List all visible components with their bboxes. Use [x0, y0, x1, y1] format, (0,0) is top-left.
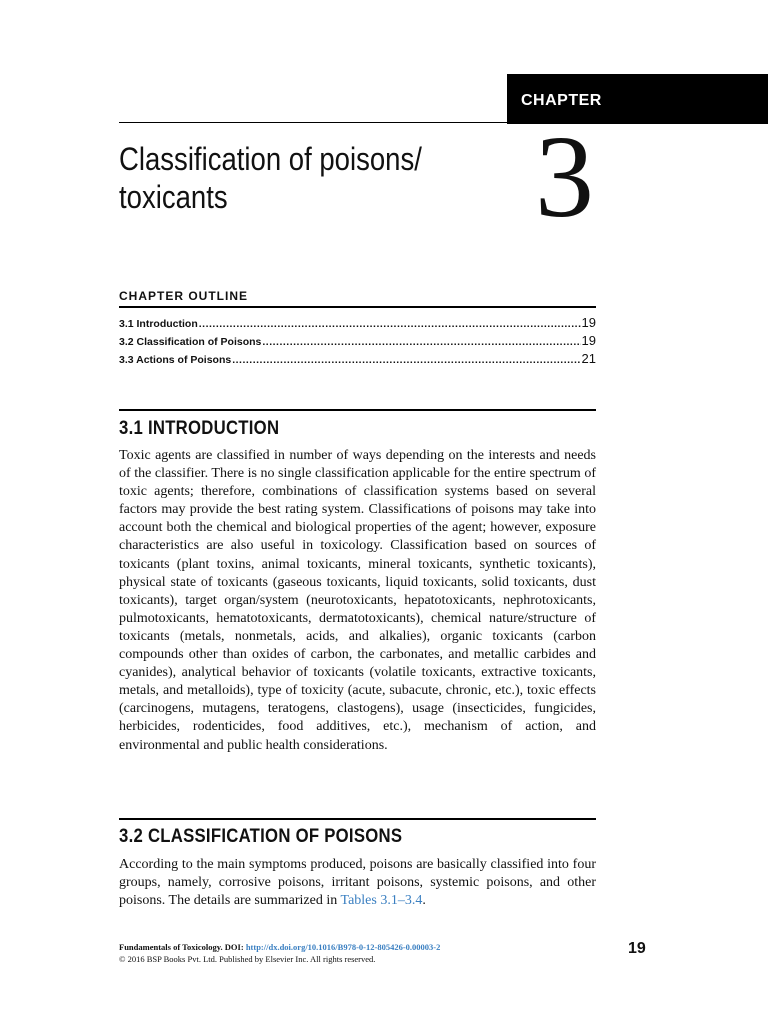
section-2-text-end: .: [422, 893, 426, 909]
toc-entry-introduction[interactable]: [119, 315, 596, 333]
footer-copyright: © 2016 BSP Books Pvt. Ltd. Published by Elsevier Inc. All rights reserved.: [119, 954, 376, 964]
toc-entry-page: 19: [581, 333, 596, 348]
chapter-outline-heading: CHAPTER OUTLINE: [119, 289, 248, 303]
page-footer: [119, 941, 539, 965]
toc-entry-label: 3.2 Classification of Poisons: [119, 336, 262, 348]
footer-book-title: Fundamentals of Toxicology. DOI:: [119, 942, 246, 952]
section-2-paragraph: [119, 856, 596, 910]
toc-leader-dots: [232, 354, 580, 366]
chapter-number: 3: [535, 111, 594, 242]
toc-entry-classification[interactable]: [119, 333, 596, 351]
section-1-paragraph: Toxic agents are classified in number of ways depending on the interests and needs of the classifier. There is no single classification applicable for the entire spectrum of toxic agents; therefore, combinations of classification systems based on several factors may provide the best rating system. Classifications of poisons may take into account both the chemical and biological properties of the agent; however, exposure characteristics are also useful in toxicology. Classification based on sources of toxicants (plant toxins, animal toxicants, mineral toxicants, synthetic toxicants), physical state of toxicants (gaseous toxicants, liquid toxicants, solid toxicants, dust toxicants), target organ/system (neurotoxicants, hepatotoxicants, nephrotoxicants, pulmotoxicants, hematotoxicants, dermatotoxicants), chemical nature/structure of toxicants (metals, nonmetals, acids, and alkalies), organic toxicants (carbon compounds other than oxides of carbon, the carbonates, and metallic carbides and cyanides), analytical behavior of toxicants (volatile toxicants, extractive toxicants, metals, and metalloids), type of toxicity (acute, subacute, chronic, etc.), toxic effects (carcinogens, mutagens, teratogens, clastogens), usage (insecticides, fungicides, herbicides, rodenticides, food additives, etc.), mechanism of action, and environmental and public health considerations.: [119, 448, 596, 753]
toc-entry-actions[interactable]: [119, 351, 596, 369]
section-2-text: According to the main symptoms produced, poisons are basically classified into four groups, namely, corrosive poisons, irritant poisons, systemic poisons, and other poisons. The details are summarized in: [119, 857, 596, 909]
outline-rule: [119, 306, 596, 308]
tables-link[interactable]: Tables 3.1–3.4: [340, 893, 423, 909]
page-number: 19: [628, 940, 646, 957]
chapter-title: Classification of poisons/ toxicants: [119, 141, 422, 215]
toc-entry-label: 3.3 Actions of Poisons: [119, 354, 232, 366]
table-of-contents: [119, 315, 596, 369]
section-2-heading: 3.2 CLASSIFICATION OF POISONS: [119, 826, 403, 847]
section-1-heading: 3.1 INTRODUCTION: [119, 418, 280, 439]
toc-leader-dots: [199, 318, 581, 330]
chapter-tab: CHAPTER: [507, 74, 768, 124]
section-1-rule: [119, 409, 596, 411]
doi-link[interactable]: http://dx.doi.org/10.1016/B978-0-12-805426-0.00003-2: [245, 942, 441, 952]
title-top-rule: [119, 122, 507, 123]
toc-entry-page: 21: [581, 351, 596, 366]
toc-leader-dots: [262, 336, 580, 348]
toc-entry-page: 19: [581, 315, 596, 330]
toc-entry-label: 3.1 Introduction: [119, 318, 198, 330]
section-2-rule: [119, 818, 596, 820]
